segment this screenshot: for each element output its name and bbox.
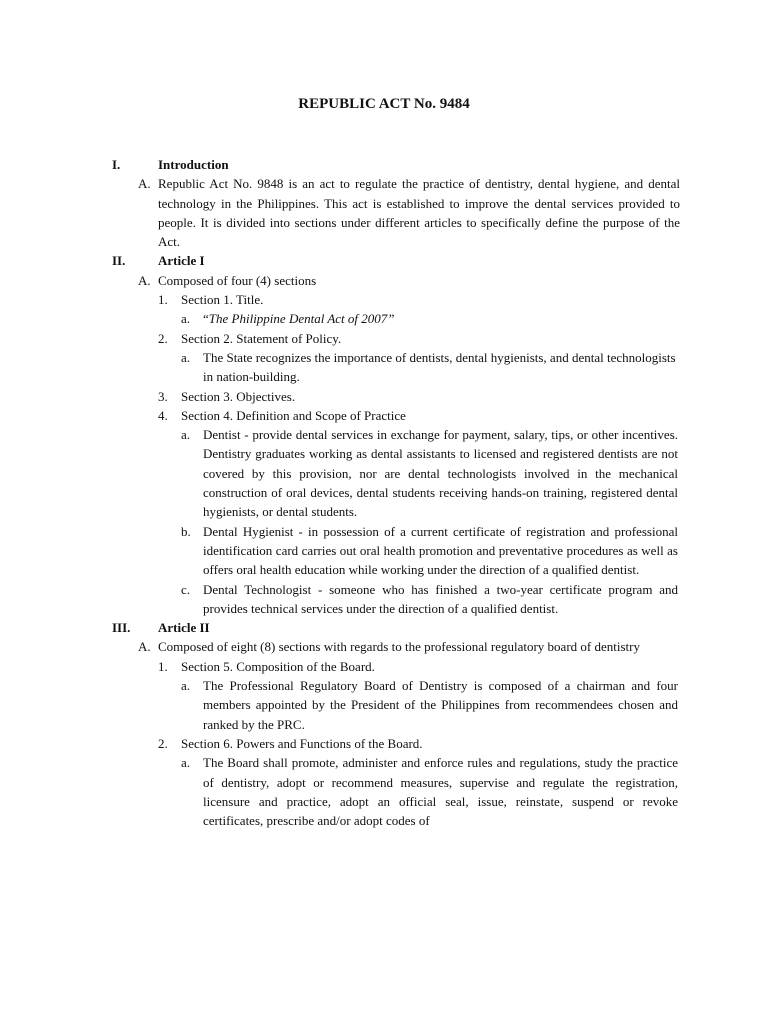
item-text: Dentist - provide dental services in exchange for payment, salary, tips, or other incentives. Dentistry graduates working as dental assistants to licensed and registered dentists are not covered by this provision, nor are dental technologists involved in the mechanical construction of oral devices, dental students receiving hands-on training, registered dental hygienists, or dental students. [203, 427, 678, 520]
item-text: Section 1. Title. [181, 292, 264, 308]
section-heading-article-i [0, 251, 768, 270]
item-marker: A. [138, 639, 151, 655]
item-text: Section 2. Statement of Policy. [181, 330, 342, 346]
item-marker: 2. [158, 330, 168, 346]
section-heading-article-ii [0, 618, 768, 637]
item-marker: a. [181, 427, 191, 443]
item-marker: a. [181, 349, 191, 365]
list-item [0, 425, 768, 521]
section-numeral: II. [112, 253, 126, 269]
item-marker: 1. [158, 292, 168, 308]
item-marker: 2. [158, 735, 168, 751]
list-item [0, 657, 768, 676]
list-item [0, 406, 768, 425]
item-marker: 3. [158, 388, 168, 404]
item-text: The Board shall promote, administer and enforce rules and regulations, study the practice of dentistry, adopt or recommend measures, supervise and regulate the registration, licensure and practice, adopt an official seal, issue, reinstate, suspend or revoke certificates, prescribe and/or adopt codes of [203, 755, 678, 829]
list-item [0, 309, 768, 328]
section-numeral: III. [112, 620, 131, 636]
open-quote: “ [203, 311, 209, 327]
list-item [0, 753, 768, 830]
item-text: The State recognizes the importance of dentists, dental hygienists, and dental technologists in nation-building. [203, 349, 676, 385]
document-title: REPUBLIC ACT No. 9484 [298, 96, 470, 112]
item-marker: 1. [158, 658, 168, 674]
item-text: Section 5. Composition of the Board. [181, 658, 375, 674]
section-numeral: I. [112, 157, 121, 172]
item-text: Section 4. Definition and Scope of Practice [181, 407, 406, 423]
item-marker: a. [181, 755, 191, 771]
item-text: Dental Technologist - someone who has finished a two-year certificate program and provides technical services under the direction of a qualified dentist. [203, 581, 678, 616]
item-marker: b. [181, 523, 191, 539]
item-marker: a. [181, 311, 191, 327]
list-item [0, 329, 768, 348]
list-item [0, 271, 768, 290]
section-heading-introduction [0, 155, 768, 174]
item-text: Composed of four (4) sections [158, 272, 317, 288]
item-marker: 4. [158, 407, 168, 423]
item-text: Section 6. Powers and Functions of the Board. [181, 735, 423, 751]
item-marker: A. [138, 176, 151, 192]
list-item [0, 580, 768, 619]
section-heading: Article I [158, 253, 205, 269]
list-item [0, 348, 768, 387]
section-heading: Article II [158, 620, 210, 636]
item-text [203, 309, 678, 328]
item-text: The Professional Regulatory Board of Dentistry is composed of a chairman and four members appointed by the President of the Philippines from recommendees chosen and ranked by the PRC. [203, 678, 678, 732]
item-marker: A. [138, 272, 151, 288]
list-item [0, 290, 768, 309]
document-body [0, 155, 768, 830]
item-text: Composed of eight (8) sections with regards to the professional regulatory board of dentistry [158, 639, 640, 655]
list-item [0, 174, 768, 251]
list-item [0, 637, 768, 656]
list-item [0, 734, 768, 753]
item-text: Republic Act No. 9848 is an act to regulate the practice of dentistry, dental hygiene, and dental technology in the Philippines. This act is established to improve the dental services provided to people. It is divided into sections under different articles to specifically define the purpose of the Act. [158, 176, 680, 250]
list-item [0, 676, 768, 734]
item-marker: c. [181, 581, 191, 597]
list-item [0, 387, 768, 406]
list-item [0, 522, 768, 580]
section-heading: Introduction [158, 157, 229, 172]
item-text: Section 3. Objectives. [181, 388, 296, 404]
act-short-title: The Philippine Dental Act of 2007” [208, 311, 395, 327]
item-text: Dental Hygienist - in possession of a current certificate of registration and professional identification card carries out oral health promotion and preventative procedures as well as offers oral health education while working under the direction of a qualified dentist. [203, 523, 678, 578]
item-marker: a. [181, 678, 191, 694]
